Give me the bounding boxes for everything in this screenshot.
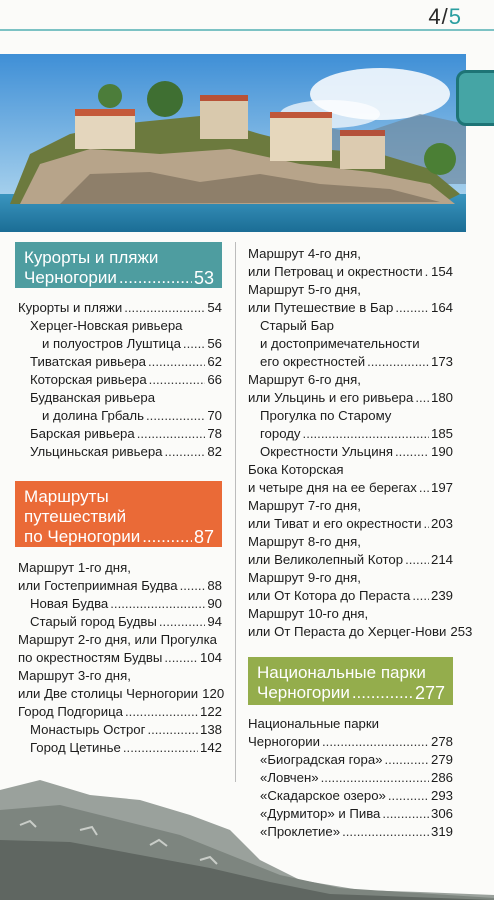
leader-dots bbox=[405, 551, 429, 569]
toc-page-number: 122 bbox=[199, 704, 222, 719]
toc-entry[interactable]: Старый Бар bbox=[260, 318, 334, 333]
leader-dots bbox=[412, 587, 429, 605]
toc-entry-title: «Ловчен» bbox=[260, 770, 319, 785]
toc-page-number: 306 bbox=[430, 806, 453, 821]
leader-dots bbox=[146, 407, 205, 425]
leader-dots bbox=[303, 425, 429, 443]
toc-page-number: 54 bbox=[207, 300, 222, 315]
page-number bbox=[428, 4, 462, 30]
toc-routes-continued bbox=[248, 245, 473, 641]
toc-page-number: 56 bbox=[207, 336, 222, 351]
toc-page-number: 214 bbox=[430, 552, 453, 567]
toc-routes bbox=[18, 559, 225, 757]
section-title-line: путешествий bbox=[24, 507, 127, 526]
toc-page-number: 138 bbox=[199, 722, 222, 737]
toc-entry[interactable] bbox=[18, 595, 222, 613]
toc-entry[interactable] bbox=[18, 443, 222, 461]
toc-page-number: 104 bbox=[199, 650, 222, 665]
toc-entry-title: Которская ривьера bbox=[30, 372, 147, 387]
leader-dots bbox=[425, 263, 429, 281]
footer-rocks-photo bbox=[0, 770, 494, 900]
leader-dots bbox=[125, 703, 198, 721]
toc-entry[interactable]: Маршрут 8-го дня, bbox=[248, 534, 361, 549]
toc-entry-title: его окрестностей bbox=[260, 354, 366, 369]
toc-page-number: 180 bbox=[430, 390, 453, 405]
toc-entry[interactable] bbox=[18, 649, 222, 667]
toc-page-number: 120 bbox=[202, 686, 225, 701]
toc-entry-title: и долина Грбаль bbox=[42, 408, 144, 423]
toc-entry[interactable] bbox=[248, 353, 453, 371]
toc-entry[interactable] bbox=[248, 587, 453, 605]
toc-entry-title: Тиватская ривьера bbox=[30, 354, 147, 369]
toc-entry[interactable] bbox=[18, 613, 222, 631]
leader-dots bbox=[159, 613, 205, 631]
leader-dots bbox=[147, 721, 198, 739]
toc-entry-title: по окрестностям Будвы bbox=[18, 650, 163, 665]
leader-dots bbox=[395, 299, 429, 317]
toc-entry[interactable] bbox=[248, 515, 453, 533]
toc-entry-title: Ульциньская ривьера bbox=[30, 444, 163, 459]
leader-dots bbox=[164, 649, 198, 667]
toc-entry[interactable]: Прогулка по Старому bbox=[260, 408, 392, 423]
toc-entry[interactable]: Маршрут 6-го дня, bbox=[248, 372, 361, 387]
side-tab bbox=[456, 70, 494, 126]
toc-entry-title: или Путешествие в Бар bbox=[248, 300, 394, 315]
toc-entry-title: Курорты и пляжи bbox=[18, 300, 123, 315]
toc-entry[interactable] bbox=[18, 739, 222, 757]
toc-entry[interactable]: Маршрут 3-го дня, bbox=[18, 668, 131, 683]
toc-entry[interactable]: Маршрут 4-го дня, bbox=[248, 246, 361, 261]
toc-page-number: 142 bbox=[199, 740, 222, 755]
column-divider bbox=[235, 242, 236, 782]
toc-page-number: 286 bbox=[430, 770, 453, 785]
toc-entry-title: Город Подгорица bbox=[18, 704, 123, 719]
toc-resorts bbox=[18, 299, 222, 461]
toc-entry-title: Старый город Будвы bbox=[30, 614, 157, 629]
toc-page-number: 190 bbox=[430, 444, 453, 459]
leader-dots bbox=[367, 353, 429, 371]
section-title-line: Национальные парки bbox=[257, 663, 426, 682]
toc-entry[interactable]: и достопримечательности bbox=[260, 336, 420, 351]
toc-entry[interactable]: Маршрут 5-го дня, bbox=[248, 282, 361, 297]
section-parks-header bbox=[248, 657, 453, 705]
leader-dots bbox=[165, 443, 206, 461]
leader-dots bbox=[395, 443, 429, 461]
toc-entry-title: «Биоградская гора» bbox=[260, 752, 383, 767]
toc-entry-title: Окрестности Ульциня bbox=[260, 444, 394, 459]
toc-entry-title: и четыре дня на ее берегах bbox=[248, 480, 417, 495]
toc-entry[interactable] bbox=[248, 263, 453, 281]
toc-entry[interactable]: Херцег-Новская ривьера bbox=[30, 318, 183, 333]
toc-entry-title: или Ульцинь и его ривьера bbox=[248, 390, 414, 405]
toc-entry[interactable]: Будванская ривьера bbox=[30, 390, 156, 405]
section-title-line: Черногории ..... 53 bbox=[24, 268, 214, 288]
header-rule bbox=[0, 29, 494, 31]
toc-page-number: 154 bbox=[430, 264, 453, 279]
toc-entry[interactable] bbox=[18, 371, 222, 389]
leader-dots bbox=[423, 515, 429, 533]
toc-page-number: 203 bbox=[430, 516, 453, 531]
leader-dots bbox=[180, 577, 206, 595]
leader-dots bbox=[123, 739, 198, 757]
toc-entry[interactable]: Маршрут 1-го дня, bbox=[18, 560, 131, 575]
toc-entry[interactable] bbox=[18, 577, 222, 595]
toc-entry[interactable] bbox=[18, 703, 222, 721]
leader-dots bbox=[149, 371, 206, 389]
toc-entry[interactable] bbox=[248, 733, 453, 751]
section-title-line: Черногории ..... 277 bbox=[257, 683, 445, 703]
page-current: 4 bbox=[428, 4, 442, 29]
toc-entry[interactable] bbox=[248, 479, 453, 497]
toc-page-number: 62 bbox=[207, 354, 222, 369]
toc-entry[interactable] bbox=[18, 407, 222, 425]
section-page: 53 bbox=[193, 268, 214, 288]
toc-entry-title: Монастырь Острог bbox=[30, 722, 146, 737]
toc-entry[interactable] bbox=[18, 353, 222, 371]
toc-entry-title: городу bbox=[260, 426, 301, 441]
toc-page-number: 88 bbox=[207, 578, 222, 593]
toc-page-number: 185 bbox=[430, 426, 453, 441]
section-title-line: Курорты и пляжи bbox=[24, 248, 159, 267]
toc-entry-title: «Дурмитор» и Пива bbox=[260, 806, 381, 821]
toc-page-number: 94 bbox=[207, 614, 222, 629]
toc-entry-title: или От Пераста до Херцег-Нови bbox=[248, 624, 447, 639]
page-separator: / bbox=[441, 4, 449, 29]
toc-page-number: 164 bbox=[430, 300, 453, 315]
toc-page-number: 197 bbox=[430, 480, 453, 495]
section-routes-header bbox=[15, 481, 222, 547]
toc-page-number: 293 bbox=[430, 788, 453, 803]
toc-entry-title: «Скадарское озеро» bbox=[260, 788, 386, 803]
toc-entry[interactable] bbox=[248, 551, 453, 569]
toc-entry-title: или Тиват и его окрестности bbox=[248, 516, 422, 531]
toc-page-number: 173 bbox=[430, 354, 453, 369]
toc-page-number: 78 bbox=[207, 426, 222, 441]
leader-dots bbox=[385, 751, 429, 769]
toc-page-number: 253 bbox=[450, 624, 473, 639]
leader-dots bbox=[419, 479, 429, 497]
toc-entry[interactable] bbox=[248, 443, 453, 461]
toc-entry-title: или Великолепный Котор bbox=[248, 552, 404, 567]
toc-entry[interactable] bbox=[248, 623, 473, 641]
leader-dots bbox=[110, 595, 205, 613]
leader-dots bbox=[124, 299, 205, 317]
leader-dots bbox=[183, 335, 205, 353]
toc-entry-title: Город Цетинье bbox=[30, 740, 121, 755]
toc-entry[interactable]: Бока Которская bbox=[248, 462, 344, 477]
leader-dots bbox=[137, 425, 206, 443]
toc-entry[interactable] bbox=[18, 425, 222, 443]
section-title-line: Маршруты bbox=[24, 487, 109, 506]
toc-entry[interactable] bbox=[248, 751, 453, 769]
section-resorts-header bbox=[15, 242, 222, 288]
toc-page-number: 90 bbox=[207, 596, 222, 611]
toc-page-number: 82 bbox=[207, 444, 222, 459]
toc-entry-title: Барская ривьера bbox=[30, 426, 135, 441]
page-total: 5 bbox=[448, 4, 462, 29]
toc-entry[interactable] bbox=[18, 685, 225, 703]
toc-entry[interactable] bbox=[18, 721, 222, 739]
toc-entry[interactable]: Маршрут 9-го дня, bbox=[248, 570, 361, 585]
toc-entry[interactable]: Маршрут 2-го дня, или Прогулка bbox=[18, 632, 217, 647]
toc-entry[interactable]: Национальные парки bbox=[248, 716, 379, 731]
toc-page-number: 319 bbox=[430, 824, 453, 839]
toc-entry-title: или Гостеприимная Будва bbox=[18, 578, 178, 593]
leader-dots bbox=[322, 733, 429, 751]
toc-entry-title: или Две столицы Черногории bbox=[18, 686, 199, 701]
toc-page-number: 70 bbox=[207, 408, 222, 423]
toc-entry[interactable] bbox=[18, 299, 222, 317]
toc-page-number: 279 bbox=[430, 752, 453, 767]
toc-page-number: 66 bbox=[207, 372, 222, 387]
header-photo bbox=[0, 54, 466, 232]
toc-entry[interactable]: Маршрут 7-го дня, bbox=[248, 498, 361, 513]
toc-entry-title: «Проклетие» bbox=[260, 824, 341, 839]
leader-dots bbox=[148, 353, 205, 371]
section-page: 87 bbox=[193, 527, 214, 547]
section-title-line: по Черногории ..... 87 bbox=[24, 527, 214, 547]
toc-entry[interactable] bbox=[248, 389, 453, 407]
toc-page-number: 239 bbox=[430, 588, 453, 603]
toc-entry-title: или Петровац и окрестности bbox=[248, 264, 423, 279]
toc-entry[interactable] bbox=[18, 335, 222, 353]
toc-entry[interactable] bbox=[248, 299, 453, 317]
toc-entry-title: или От Котора до Пераста bbox=[248, 588, 411, 603]
toc-entry-title: и полуостров Луштица bbox=[42, 336, 181, 351]
leader-dots bbox=[415, 389, 429, 407]
toc-entry-title: Новая Будва bbox=[30, 596, 109, 611]
toc-entry[interactable] bbox=[248, 425, 453, 443]
toc-page-number: 278 bbox=[430, 734, 453, 749]
section-page: 277 bbox=[414, 683, 445, 703]
toc-entry-title: Черногории bbox=[248, 734, 320, 749]
toc-entry[interactable]: Маршрут 10-го дня, bbox=[248, 606, 369, 621]
